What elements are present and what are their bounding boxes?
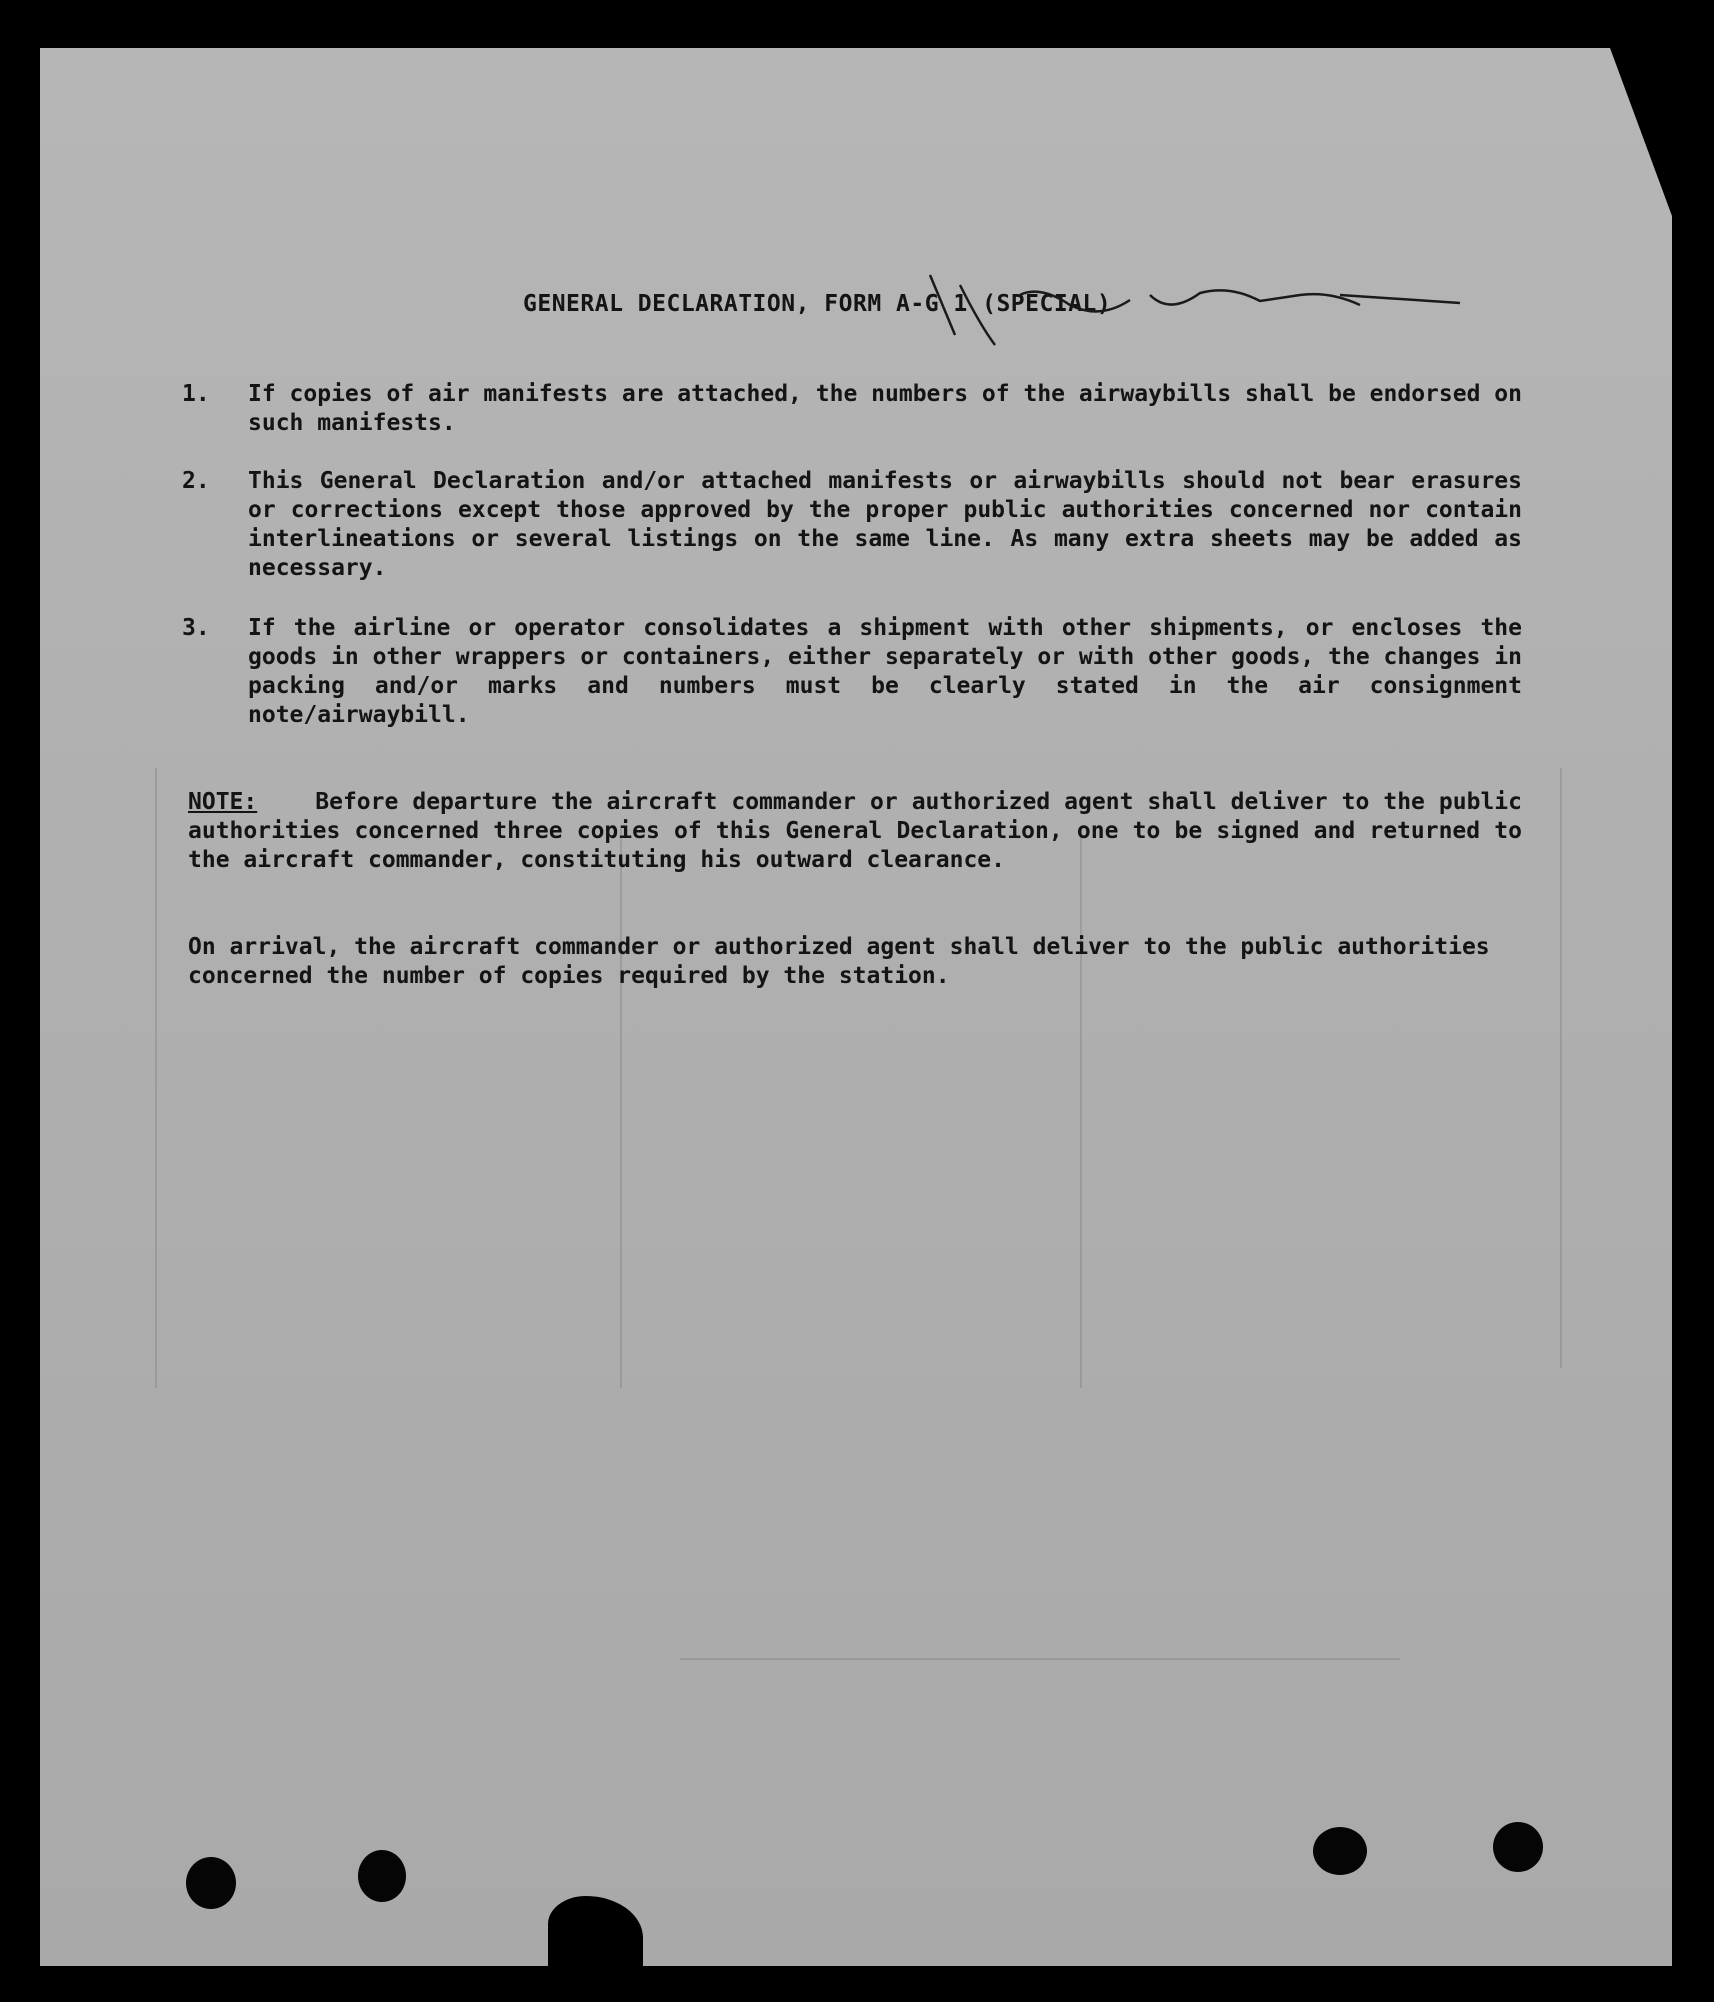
note-label: NOTE: xyxy=(188,789,258,815)
instruction-item-2 xyxy=(182,467,1522,583)
punch-hole xyxy=(1313,1827,1367,1875)
item-number: 2. xyxy=(182,468,210,494)
item-text: If the airline or operator consolidates a shipment with other shipments, or encloses the goods in other wrappers or containers, either separately or with other goods, the changes in packing and/or marks and numbers must be clearly stated in the air consignment note/airwaybill. xyxy=(248,615,1522,728)
punch-hole xyxy=(358,1850,406,1902)
instruction-item-3 xyxy=(182,614,1522,730)
item-text: This General Declaration and/or attached manifests or airwaybills should not bear erasures or corrections except those approved by the proper public authorities concerned nor contain interlineations or several listings on the same line. As many extra sheets may be added as necessary. xyxy=(248,468,1522,581)
punch-hole xyxy=(186,1857,236,1909)
handwritten-scribble xyxy=(900,265,1470,355)
bleed-through-line xyxy=(620,828,622,1388)
arrival-paragraph: On arrival, the aircraft commander or authorized agent shall deliver to the public authorities concerned the number of copies required by the station. xyxy=(188,934,1490,989)
form-title: GENERAL DECLARATION, FORM A-G 1 (SPECIAL) xyxy=(523,291,1112,317)
item-number: 1. xyxy=(182,381,210,407)
instruction-item-1 xyxy=(182,380,1522,438)
note-paragraph xyxy=(188,788,1522,875)
bleed-through-line xyxy=(680,1658,1400,1660)
item-text: If copies of air manifests are attached, the numbers of the airwaybills shall be endorsed on such manifests. xyxy=(248,381,1522,436)
bleed-through-line xyxy=(1560,768,1562,1368)
item-number: 3. xyxy=(182,615,210,641)
punch-hole xyxy=(1493,1822,1543,1872)
bleed-through-line xyxy=(155,768,157,1388)
bleed-through-line xyxy=(1080,828,1082,1388)
note-text: Before departure the aircraft commander or authorized agent shall deliver to the public authorities concerned three copies of this General Declaration, one to be signed and returned to the aircraft commander, constituting his outward clearance. xyxy=(188,789,1522,873)
